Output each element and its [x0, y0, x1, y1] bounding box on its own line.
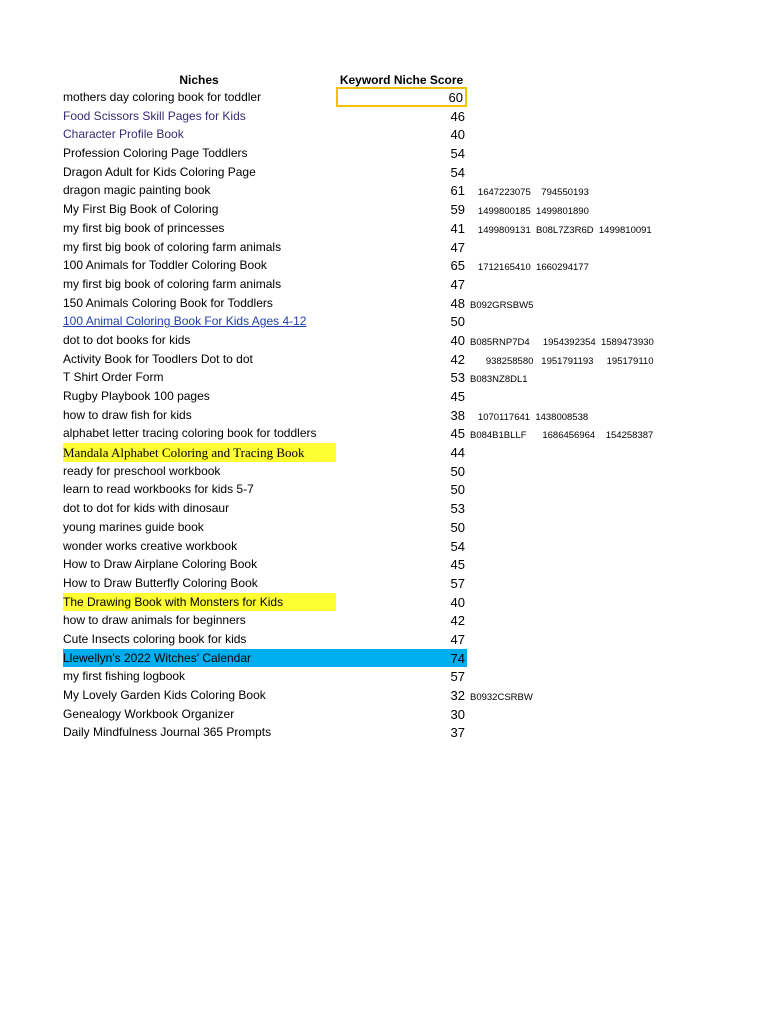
score-cell[interactable]: 46 [450, 108, 465, 124]
score-cell[interactable]: 53 [450, 370, 465, 386]
table-row [0, 181, 768, 200]
niche-cell[interactable]: how to draw fish for kids [63, 407, 192, 422]
score-cell[interactable]: 74 [336, 649, 467, 668]
niches-column-header[interactable]: Niches [179, 73, 219, 87]
score-cell[interactable]: 60 [336, 87, 467, 107]
score-cell[interactable]: 47 [450, 276, 465, 292]
niche-cell[interactable]: Character Profile Book [63, 127, 184, 142]
niche-cell[interactable]: Mandala Alphabet Coloring and Tracing Book [63, 443, 336, 462]
niche-cell[interactable]: The Drawing Book with Monsters for Kids [63, 593, 336, 612]
niche-cell[interactable]: Genealogy Workbook Organizer [63, 706, 235, 721]
score-cell[interactable]: 37 [450, 725, 465, 741]
score-cell[interactable]: 42 [450, 351, 465, 367]
table-row [0, 424, 768, 443]
niche-cell[interactable]: ready for preschool workbook [63, 463, 221, 478]
niche-cell[interactable]: Activity Book for Toodlers Dot to dot [63, 351, 253, 366]
score-cell[interactable]: 45 [450, 557, 465, 573]
table-row [0, 705, 768, 724]
score-cell[interactable]: 48 [450, 295, 465, 311]
table-row [0, 88, 768, 107]
asin-notes-cell[interactable]: 1647223075 794550193 [470, 187, 589, 199]
score-cell[interactable]: 54 [450, 146, 465, 162]
niche-cell[interactable]: dragon magic painting book [63, 183, 211, 198]
table-row [0, 275, 768, 294]
asin-notes-cell[interactable]: 1499800185 1499801890 [470, 206, 589, 218]
score-cell[interactable]: 40 [450, 594, 465, 610]
table-row [0, 200, 768, 219]
table-row [0, 537, 768, 556]
asin-notes-cell[interactable]: B0932CSRBW [470, 692, 533, 703]
niche-cell[interactable]: Profession Coloring Page Toddlers [63, 146, 248, 161]
table-row [0, 238, 768, 257]
table-row [0, 686, 768, 705]
score-cell[interactable]: 59 [450, 202, 465, 218]
asin-notes-cell[interactable]: B084B1BLLF 1686456964 154258387 [470, 430, 654, 442]
asin-notes-cell[interactable]: B085RNP7D4 1954392354 1589473930 [470, 336, 654, 348]
niche-cell[interactable]: Llewellyn's 2022 Witches' Calendar [63, 649, 336, 668]
niche-cell[interactable]: My Lovely Garden Kids Coloring Book [63, 688, 266, 702]
spreadsheet-rows [0, 88, 768, 742]
niche-cell[interactable]: T Shirt Order Form [63, 370, 164, 385]
score-cell[interactable]: 61 [450, 183, 465, 199]
table-row [0, 144, 768, 163]
asin-notes-cell[interactable]: 1070117641 1438008538 [470, 411, 589, 423]
table-row [0, 387, 768, 406]
table-row [0, 312, 768, 331]
table-row [0, 294, 768, 313]
niche-cell[interactable]: my first big book of coloring farm animals [63, 239, 282, 254]
score-cell[interactable]: 50 [450, 482, 465, 498]
niche-cell[interactable]: How to Draw Butterfly Coloring Book [63, 575, 258, 590]
niche-cell[interactable]: Food Scissors Skill Pages for Kids [63, 108, 246, 123]
niche-cell[interactable]: 150 Animals Coloring Book for Toddlers [63, 295, 273, 310]
niche-cell[interactable]: 100 Animal Coloring Book For Kids Ages 4-12 [63, 314, 307, 329]
asin-notes-cell[interactable]: 1712165410 1660294177 [470, 262, 589, 274]
table-row [0, 593, 768, 612]
asin-notes-cell[interactable]: 938258580 1951791193 195179110 [470, 355, 654, 367]
table-row [0, 219, 768, 238]
score-cell[interactable]: 57 [450, 669, 465, 685]
table-row [0, 649, 768, 668]
niche-cell[interactable]: How to Draw Airplane Coloring Book [63, 557, 258, 572]
asin-notes-cell[interactable]: 1499809131 B08L7Z3R6D 1499810091 [470, 224, 652, 236]
niche-cell[interactable]: Daily Mindfulness Journal 365 Prompts [63, 725, 272, 740]
niche-cell[interactable]: dot to dot books for kids [63, 332, 191, 347]
asin-notes-cell[interactable]: B092GRSBW5 [470, 299, 534, 311]
table-row [0, 723, 768, 742]
score-cell[interactable]: 50 [450, 314, 465, 330]
score-cell[interactable]: 40 [450, 127, 465, 143]
table-row [0, 611, 768, 630]
score-cell[interactable]: 53 [450, 501, 465, 517]
niche-cell[interactable]: young marines guide book [63, 519, 204, 534]
score-cell[interactable]: 40 [450, 332, 465, 348]
table-row [0, 667, 768, 686]
niche-cell[interactable]: My First Big Book of Coloring [63, 202, 219, 217]
table-row [0, 107, 768, 126]
table-row [0, 331, 768, 350]
niche-cell[interactable]: Rugby Playbook 100 pages [63, 389, 210, 403]
table-row [0, 350, 768, 369]
score-cell[interactable]: 30 [450, 706, 465, 722]
score-cell[interactable]: 45 [450, 389, 465, 404]
niche-cell[interactable]: how to draw animals for beginners [63, 613, 246, 628]
niche-cell[interactable]: my first big book of princesses [63, 220, 225, 235]
score-cell[interactable]: 32 [450, 688, 465, 703]
score-cell[interactable]: 65 [450, 258, 465, 274]
score-cell[interactable]: 38 [450, 407, 465, 423]
asin-notes-cell[interactable]: B083NZ8DL1 [470, 374, 528, 386]
table-row [0, 406, 768, 425]
niche-cell[interactable]: my first big book of coloring farm animals [63, 276, 282, 291]
score-cell[interactable]: 50 [450, 463, 465, 479]
table-row [0, 125, 768, 144]
table-row [0, 499, 768, 518]
table-row [0, 480, 768, 499]
table-row [0, 555, 768, 574]
niche-cell[interactable]: 100 Animals for Toddler Coloring Book [63, 258, 267, 273]
score-cell[interactable]: 47 [450, 631, 465, 647]
table-row [0, 462, 768, 481]
niche-cell[interactable]: learn to read workbooks for kids 5-7 [63, 482, 254, 497]
table-row [0, 256, 768, 275]
score-cell[interactable]: 54 [450, 164, 465, 180]
score-cell[interactable]: 41 [450, 220, 465, 236]
niche-cell[interactable]: Dragon Adult for Kids Coloring Page [63, 164, 256, 179]
score-cell[interactable]: 42 [450, 613, 465, 629]
table-row [0, 574, 768, 593]
score-cell[interactable]: 45 [450, 426, 465, 442]
niche-cell[interactable]: mothers day coloring book for toddler [63, 90, 262, 104]
table-row [0, 163, 768, 182]
niche-cell[interactable]: my first fishing logbook [63, 669, 186, 684]
niche-cell[interactable]: dot to dot for kids with dinosaur [63, 501, 230, 516]
score-cell[interactable]: 47 [450, 239, 465, 255]
table-row [0, 518, 768, 537]
table-row [0, 368, 768, 387]
niche-cell[interactable]: Cute Insects coloring book for kids [63, 631, 247, 646]
score-cell[interactable]: 50 [450, 519, 465, 535]
niche-cell[interactable]: alphabet letter tracing coloring book for toddlers [63, 426, 317, 441]
niche-cell[interactable]: wonder works creative workbook [63, 538, 238, 553]
keyword-niche-score-column-header[interactable]: Keyword Niche Score [339, 73, 464, 87]
table-row [0, 630, 768, 649]
score-cell[interactable]: 44 [450, 445, 465, 461]
table-row [0, 443, 768, 462]
score-cell[interactable]: 54 [450, 538, 465, 554]
score-cell[interactable]: 57 [450, 575, 465, 591]
